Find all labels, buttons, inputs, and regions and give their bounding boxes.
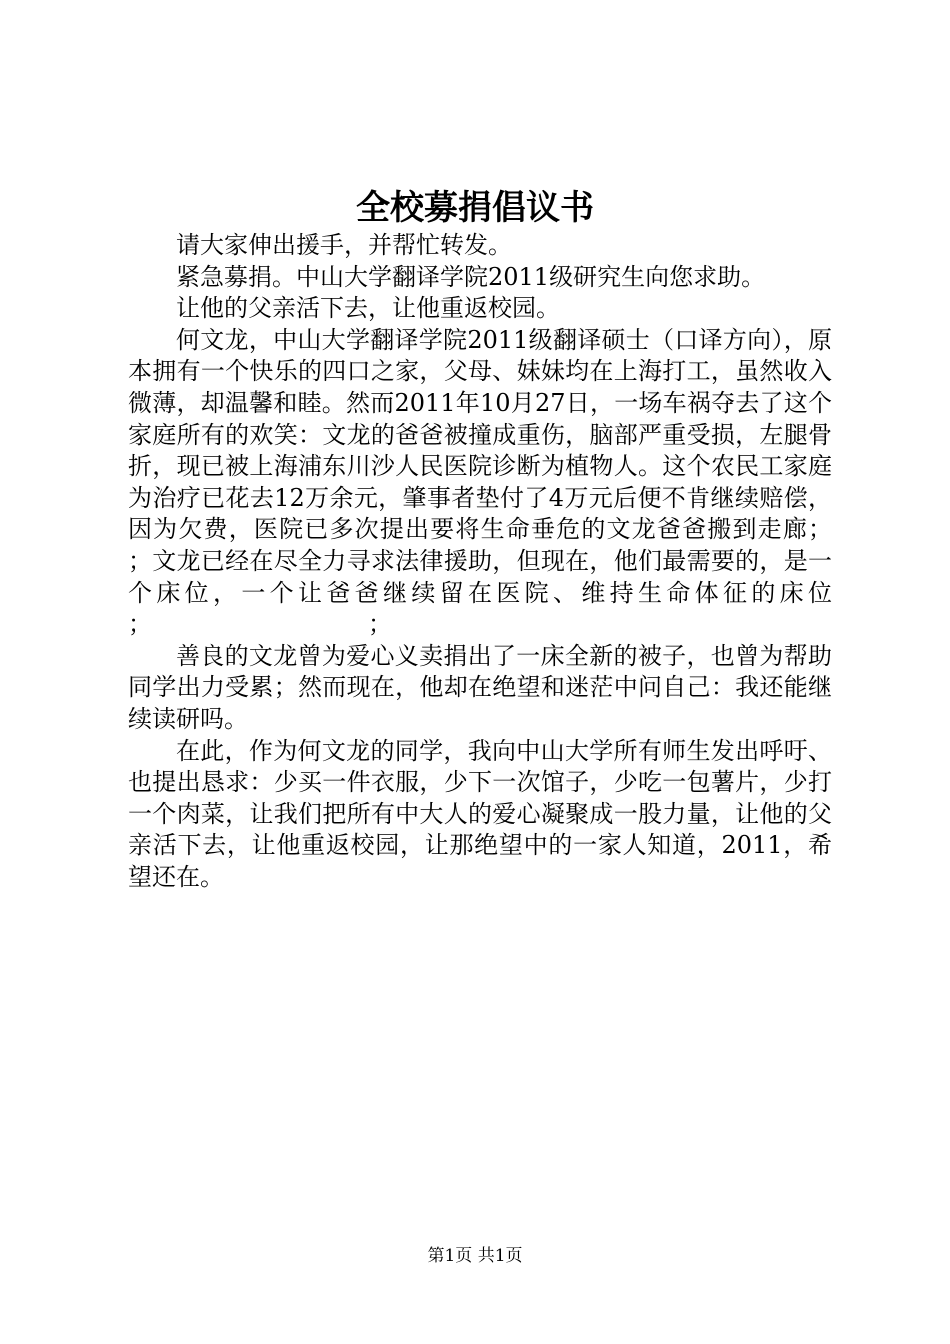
paragraph-kindness: 善良的文龙曾为爱心义卖捐出了一床全新的被子，也曾为帮助同学出力受累；然而现在，他却在绝望和迷茫中问自己：我还能继续读研吗。: [128, 641, 832, 733]
paragraph-story: 何文龙，中山大学翻译学院2011级翻译硕士（口译方向），原本拥有一个快乐的四口之家，父母、妹妹均在上海打工，虽然收入微薄，却温馨和睦。然而2011年10月27日，一场车祸夺去了这个家庭所有的欢笑：文龙的爸爸被撞成重伤，脑部严重受损，左腿骨折，现已被上海浦东川沙人民医院诊断为植物人。这个农民工家庭为治疗已花去12万余元，肇事者垫付了4万元后便不肯继续赔偿，因为欠费，医院已多次提出要将生命垂危的文龙爸爸搬到走廊；: [128, 325, 832, 544]
paragraph-story-continued: ；文龙已经在尽全力寻求法律援助，但现在，他们最需要的，是一个床位，一个让爸爸继续留在医院、维持生命体征的床位: [128, 546, 832, 607]
semicolon-line: [128, 609, 832, 641]
paragraph-appeal: 请大家伸出援手，并帮忙转发。: [176, 231, 512, 259]
page-footer: 第1页 共1页: [427, 1246, 523, 1266]
semicolon-mid: ；: [368, 610, 392, 639]
semicolon-left: ；: [128, 610, 152, 639]
paragraph-urgent: 紧急募捐。中山大学翻译学院2011级研究生向您求助。: [176, 262, 766, 291]
document-body: [128, 230, 832, 893]
paragraph-call: 在此，作为何文龙的同学，我向中山大学所有师生发出呼吁、也提出恳求：少买一件衣服，少下一次馆子，少吃一包薯片，少打一个肉菜，让我们把所有中大人的爱心凝聚成一股力量，让他的父亲活下去，让他重返校园，让那绝望中的一家人知道，2011，希望还在。: [128, 736, 832, 891]
page-title: 全校募捐倡议书: [356, 188, 594, 228]
paragraph-slogan: 让他的父亲活下去，让他重返校园。: [176, 294, 560, 323]
